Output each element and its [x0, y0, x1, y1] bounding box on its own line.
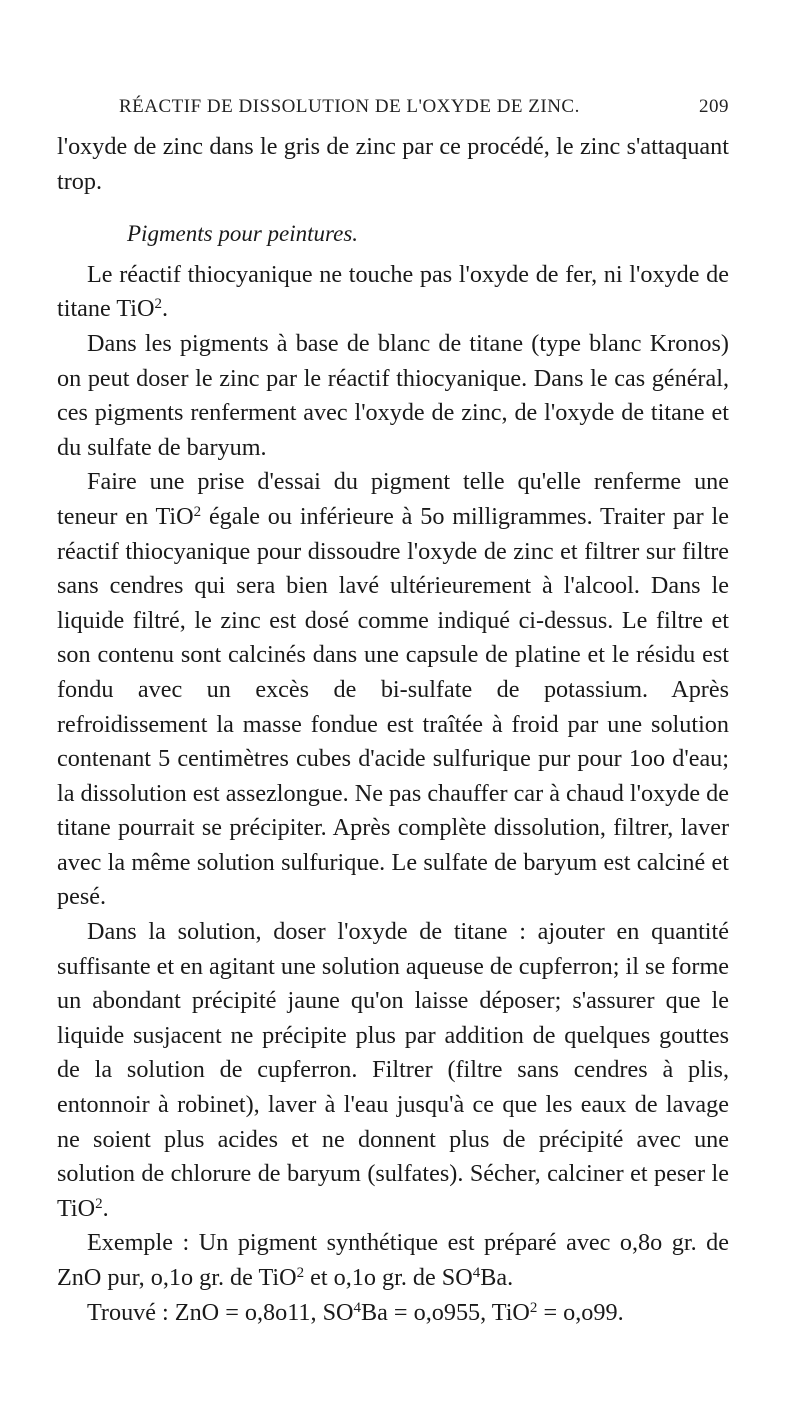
paragraph-text: Ba. [480, 1264, 514, 1291]
paragraph-text: Faire une prise d'essai du pigment telle qu'elle renferme une teneur en TiO [57, 468, 729, 530]
running-head-title: RÉACTIF DE DISSOLUTION DE L'OXYDE DE ZINC. [119, 96, 580, 117]
paragraph-titanium-dosing [57, 915, 729, 1226]
paragraph-result [57, 1296, 729, 1331]
paragraph-text: = o,o99. [537, 1298, 624, 1326]
book-page [57, 96, 729, 1330]
paragraph-thiocyanic-reagent [57, 258, 729, 327]
paragraph-text: égale ou inférieure à 5o milligrammes. Traiter par le réactif thiocyanique pour dissoudre l'oxyde de zinc et filtrer sur filtre sans cendres qui sera bien lavé ultérieurement à l'alcool. Dans le liquide filtré, le zinc est dosé comme indiqué ci-dessus. Le filtre et son contenu sont calcinés dans une capsule de platine et le résidu est fondu avec un excès de bi-sulfate de potassium. Après refroidissement la masse fondue est traîtée à froid par une solution contenant 5 centimètres cubes d'acide sulfurique pur pour 1oo d'eau; la dissolution est assezlongue. Ne pas chauffer car à chaud l'oxyde de titane pourrait se précipiter. Après complète dissolution, filtrer, laver avec la même solution sulfurique. Le sulfate de baryum est calciné et pesé. [57, 502, 729, 911]
section-heading: Pigments pour peintures. [127, 221, 359, 247]
continued-paragraph: l'oxyde de zinc dans le gris de zinc par ce procédé, le zinc s'attaquant trop. [57, 133, 729, 195]
superscript: 2 [95, 1195, 103, 1212]
superscript: 4 [472, 1264, 481, 1281]
paragraph-text: . [102, 1194, 109, 1222]
superscript: 2 [296, 1264, 305, 1281]
superscript: 2 [193, 503, 202, 520]
paragraph-procedure [57, 465, 729, 915]
superscript: 4 [353, 1299, 362, 1316]
page-number: 209 [699, 96, 729, 117]
superscript: 2 [154, 296, 162, 313]
paragraph-text: . [161, 295, 168, 323]
paragraph-titanium-pigments: Dans les pigments à base de blanc de titane (type blanc Kronos) on peut doser le zinc par le réactif thiocyanique. Dans le cas général, ces pigments renferment avec l'oxyde de zinc, de l'oxyde de titane et du sulfate de baryum. [57, 329, 729, 461]
paragraph-text: Ba = o,o955, TiO [361, 1298, 530, 1326]
page-body [57, 130, 729, 1330]
paragraph-text: Exemple : Un pigment synthétique est préparé avec o,8o gr. de ZnO pur, o,1o gr. de TiO [57, 1229, 729, 1291]
paragraph-text: Trouvé : ZnO = o,8o11, SO [87, 1298, 354, 1326]
paragraph-text: Le réactif thiocyanique ne touche pas l'oxyde de fer, ni l'oxyde de titane TiO [57, 260, 729, 323]
paragraph-text: Dans la solution, doser l'oxyde de titane : ajouter en quantité suffisante et en agitant une solution aqueuse de cupferron; il se forme un abondant précipité jaune qu'on laisse déposer; s'assurer que le liquide susjacent ne précipite plus par addition de quelques gouttes de la solution de cupferron. Filtrer (filtre sans cendres à plis, entonnoir à robinet), laver à l'eau jusqu'à ce que les eaux de lavage ne soient plus acides et ne donnent plus de précipité avec une solution de chlorure de baryum (sulfates). Sécher, calciner et peser le TiO [57, 918, 729, 1222]
running-head [57, 96, 729, 122]
superscript: 2 [529, 1299, 538, 1316]
paragraph-text: et o,1o gr. de SO [304, 1264, 473, 1291]
paragraph-example [57, 1226, 729, 1295]
